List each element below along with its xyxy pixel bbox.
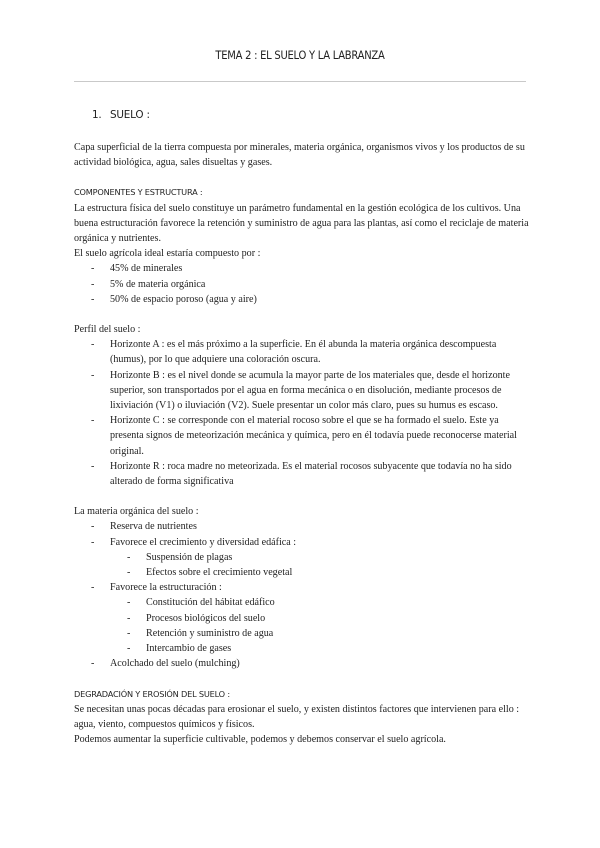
page-title: TEMA 2 : EL SUELO Y LA LABRANZA [215, 48, 385, 62]
materia-list [74, 519, 534, 671]
list-item-label: Favorece el crecimiento y diversidad edáfica : [110, 536, 297, 548]
section-number: 1. [92, 109, 102, 121]
list-item: - 5% de materia orgánica [74, 277, 534, 292]
list-item [74, 535, 534, 581]
list-item: - Reserva de nutrientes [74, 519, 534, 534]
degradacion-paragraph: Se necesitan unas pocas décadas para erosionar el suelo, y existen distintos factores que intervienen para ello : agua, viento, compuestos químicos y físicos. [74, 703, 520, 730]
materia-intro: La materia orgánica del suelo : [74, 506, 199, 518]
document-body [74, 140, 534, 747]
intro-paragraph: Capa superficial de la tierra compuesta por minerales, materia orgánica, organismos vivos y los productos de su actividad biológica, agua, sales disueltas y gases. [74, 142, 525, 169]
sub-list-item: - Suspensión de plagas [110, 550, 534, 565]
perfil-intro: Perfil del suelo : [74, 324, 141, 336]
list-item: - Horizonte B : es el nivel donde se acumula la mayor parte de los materiales que, desde el horizonte superior, son transportados por el agua en forma mecánica o en disolución, mediante procesos de lixiviación (V1) o iluviación (V2). Suele presentar un color más claro, pues su humus es escaso. [74, 368, 534, 414]
list-item [74, 580, 534, 656]
degradacion-conclusion: Podemos aumentar la superficie cultivable, podemos y debemos conservar el suelo agrícola. [74, 734, 446, 746]
sub-list [110, 595, 534, 656]
componentes-heading: COMPONENTES Y ESTRUCTURA : [74, 187, 203, 198]
list-item: - 45% de minerales [74, 261, 534, 276]
section-label: SUELO : [110, 109, 150, 121]
ideal-list [74, 261, 534, 307]
perfil-list [74, 337, 534, 489]
sub-list [110, 550, 534, 580]
list-item: - 50% de espacio poroso (agua y aire) [74, 292, 534, 307]
sub-list-item: - Procesos biológicos del suelo [110, 611, 534, 626]
title-divider [74, 81, 526, 82]
section-heading [92, 108, 150, 123]
list-item: - Horizonte C : se corresponde con el material rocoso sobre el que se ha formado el suelo. Este ya presenta signos de meteorización mecánica y química, pero en él todavía puede reconocerse material original. [74, 413, 534, 459]
list-item: - Horizonte A : es el más próximo a la superficie. En él abunda la materia orgánica descompuesta (humus), por lo que adquiere una coloración oscura. [74, 337, 534, 367]
degradacion-heading: DEGRADACIÓN Y EROSIÓN DEL SUELO : [74, 688, 230, 699]
componentes-paragraph: La estructura física del suelo constituye un parámetro fundamental en la gestión ecológica de los cultivos. Una buena estructuración favorece la retención y suministro de agua para las plantas, así como el reciclaje de materia orgánica y nutrientes. [74, 202, 529, 245]
list-item: - Acolchado del suelo (mulching) [74, 656, 534, 671]
sub-list-item: - Constitución del hábitat edáfico [110, 595, 534, 610]
ideal-intro: El suelo agrícola ideal estaría compuesto por : [74, 248, 261, 260]
list-item: - Horizonte R : roca madre no meteorizada. Es el material rocosos subyacente que todavía no ha sido alterado de forma significativa [74, 459, 534, 489]
list-item-label: Favorece la estructuración : [110, 582, 222, 594]
sub-list-item: - Intercambio de gases [110, 641, 534, 656]
sub-list-item: - Efectos sobre el crecimiento vegetal [110, 565, 534, 580]
sub-list-item: - Retención y suministro de agua [110, 626, 534, 641]
